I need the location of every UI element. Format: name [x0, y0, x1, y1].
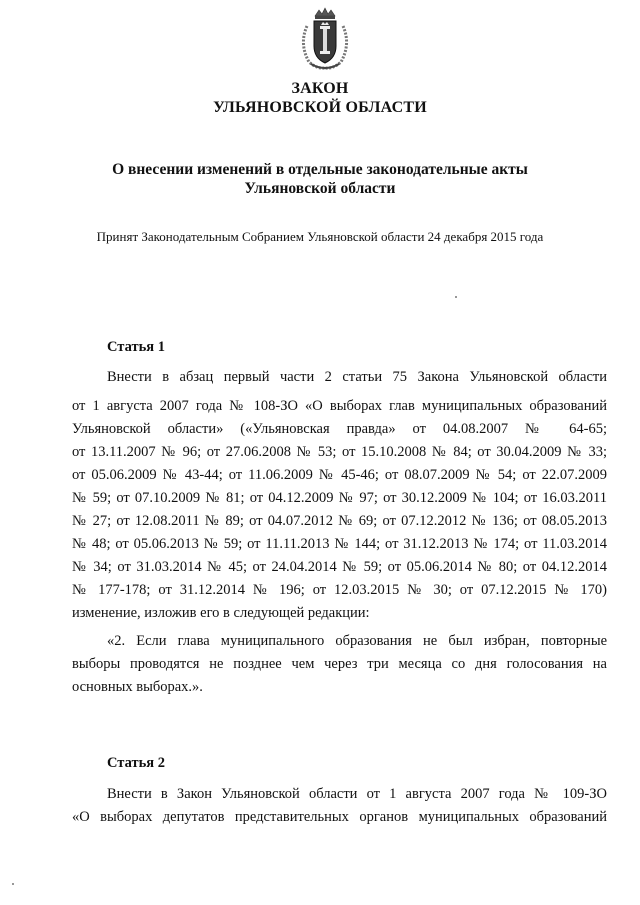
- law-subject-line-2: Ульяновской области: [244, 180, 396, 197]
- article-2-line: «О выборах депутатов представительных органов муниципальных образований: [72, 809, 607, 825]
- article-1-quote-line: основных выборах.».: [72, 679, 203, 695]
- article-1-line: Внести в абзац первый части 2 статьи 75 Закона Ульяновской области: [107, 369, 607, 385]
- article-1-line: № 177-178; от 31.12.2014 № 196; от 12.03.2015 № 30; от 07.12.2015 № 170): [72, 582, 607, 598]
- scan-speck: [12, 883, 14, 885]
- article-1-line: № 59; от 07.10.2009 № 81; от 04.12.2009 № 97; от 30.12.2009 № 104; от 16.03.2011: [72, 490, 607, 506]
- coat-of-arms-icon: [293, 6, 357, 72]
- article-1-line: № 34; от 31.03.2014 № 45; от 24.04.2014 № 59; от 05.06.2014 № 80; от 04.12.2014: [72, 559, 607, 575]
- article-1-line: Ульяновской области» («Ульяновская правда» от 04.08.2007 № 64-65;: [72, 421, 607, 437]
- article-1-line: № 27; от 12.08.2011 № 89; от 04.07.2012 № 69; от 07.12.2012 № 136; от 08.05.2013: [72, 513, 607, 529]
- article-1-line: № 48; от 05.06.2013 № 59; от 11.11.2013 № 144; от 31.12.2013 № 174; от 11.03.2014: [72, 536, 607, 552]
- article-1-line: от 05.06.2009 № 43-44; от 11.06.2009 № 45-46; от 08.07.2009 № 54; от 22.07.2009: [72, 467, 607, 483]
- adoption-statement: Принят Законодательным Собранием Ульяновской области 24 декабря 2015 года: [96, 229, 544, 244]
- law-subject-line-1: О внесении изменений в отдельные законодательные акты: [112, 161, 528, 178]
- article-1-line: от 1 августа 2007 года № 108-ЗО «О выборах глав муниципальных образований: [72, 398, 607, 414]
- scan-speck: [455, 296, 457, 298]
- region-title: УЛЬЯНОВСКОЙ ОБЛАСТИ: [213, 99, 427, 116]
- article-1-quote-line: выборы проводятся не позднее чем через три месяца со дня голосования на: [72, 656, 607, 672]
- article-1-quote-line: «2. Если глава муниципального образования не был избран, повторные: [107, 633, 607, 649]
- article-2-line: Внести в Закон Ульяновской области от 1 августа 2007 года № 109-ЗО: [107, 786, 607, 802]
- law-title: ЗАКОН: [291, 80, 349, 97]
- article-1-line: изменение, изложив его в следующей редакции:: [72, 605, 370, 621]
- article-1-line: от 13.11.2007 № 96; от 27.06.2008 № 53; от 15.10.2008 № 84; от 30.04.2009 № 33;: [72, 444, 607, 460]
- article-2-heading: Статья 2: [107, 755, 165, 771]
- article-1-heading: Статья 1: [107, 339, 165, 355]
